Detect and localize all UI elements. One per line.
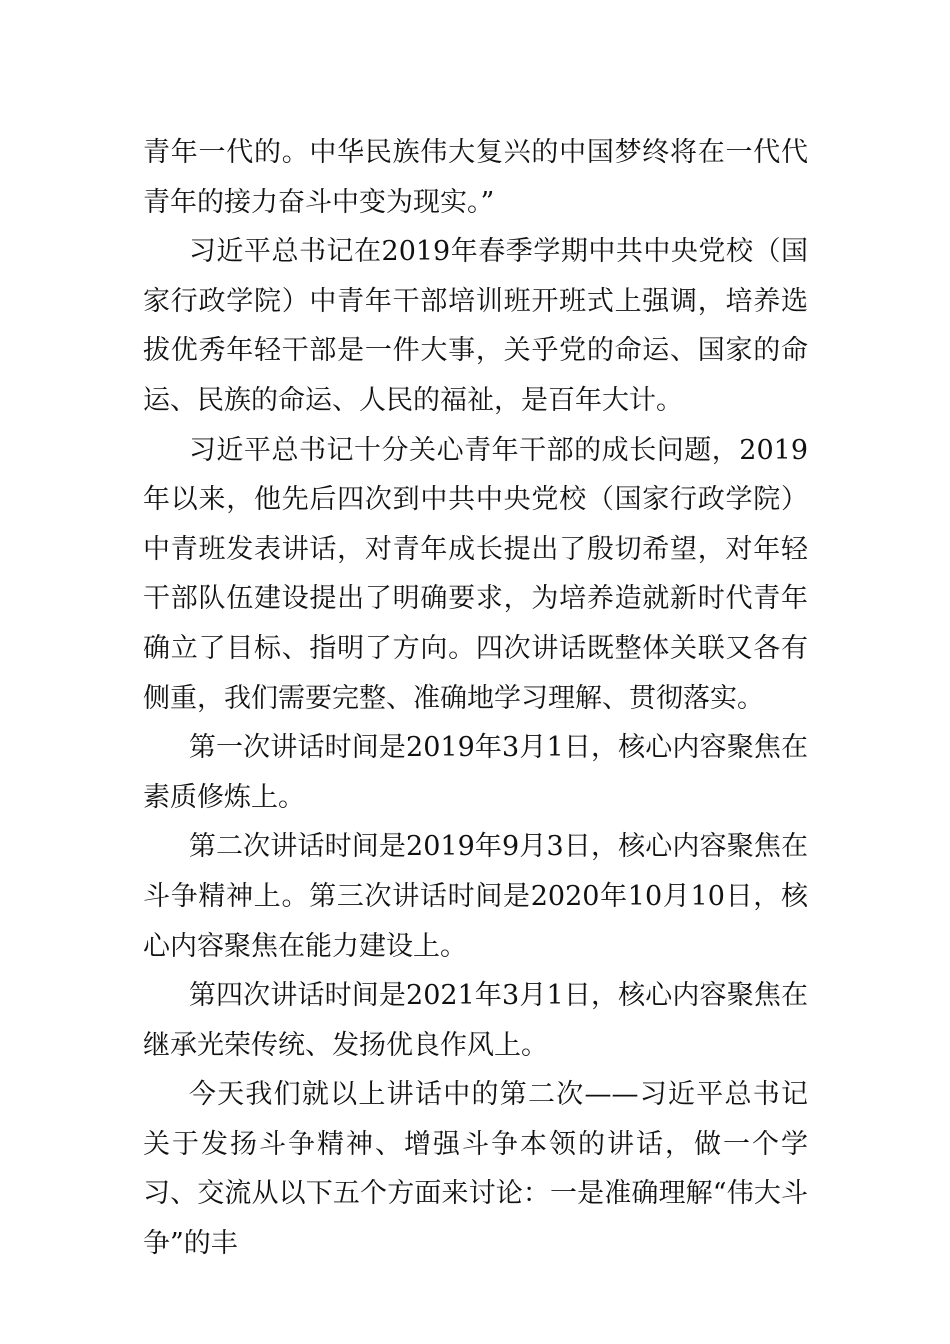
document-page bbox=[143, 128, 808, 1269]
paragraph-continuation: 青年一代的。中华民族伟大复兴的中国梦终将在一代代青年的接力奋斗中变为现实。” bbox=[143, 137, 808, 218]
paragraph-first-speech: 第一次讲话时间是2019年3月1日，核心内容聚焦在素质修炼上。 bbox=[143, 732, 808, 813]
paragraph-fourth-speech: 第四次讲话时间是2021年3月1日，核心内容聚焦在继承光荣传统、发扬优良作风上。 bbox=[143, 980, 808, 1061]
paragraph-four-speeches: 习近平总书记十分关心青年干部的成长问题，2019年以来，他先后四次到中共中央党校（国家行政学院）中青班发表讲话，对青年成长提出了殷切希望，对年轻干部队伍建设提出了明确要求，为培养造就新时代青年确立了目标、指明了方向。四次讲话既整体关联又各有侧重，我们需要完整、准确地学习理解、贯彻落实。 bbox=[143, 434, 808, 714]
paragraph-discussion-intro: 今天我们就以上讲话中的第二次——习近平总书记关于发扬斗争精神、增强斗争本领的讲话，做一个学习、交流从以下五个方面来讨论：一是准确理解“伟大斗争”的丰 bbox=[143, 1079, 808, 1260]
paragraph-party-school-training: 习近平总书记在2019年春季学期中共中央党校（国家行政学院）中青年干部培训班开班式上强调，培养选拔优秀年轻干部是一件大事，关乎党的命运、国家的命运、民族的命运、人民的福祉，是百年大计。 bbox=[143, 236, 808, 416]
paragraph-second-third-speech: 第二次讲话时间是2019年9月3日，核心内容聚焦在斗争精神上。第三次讲话时间是2020年10月10日，核心内容聚焦在能力建设上。 bbox=[143, 831, 808, 962]
